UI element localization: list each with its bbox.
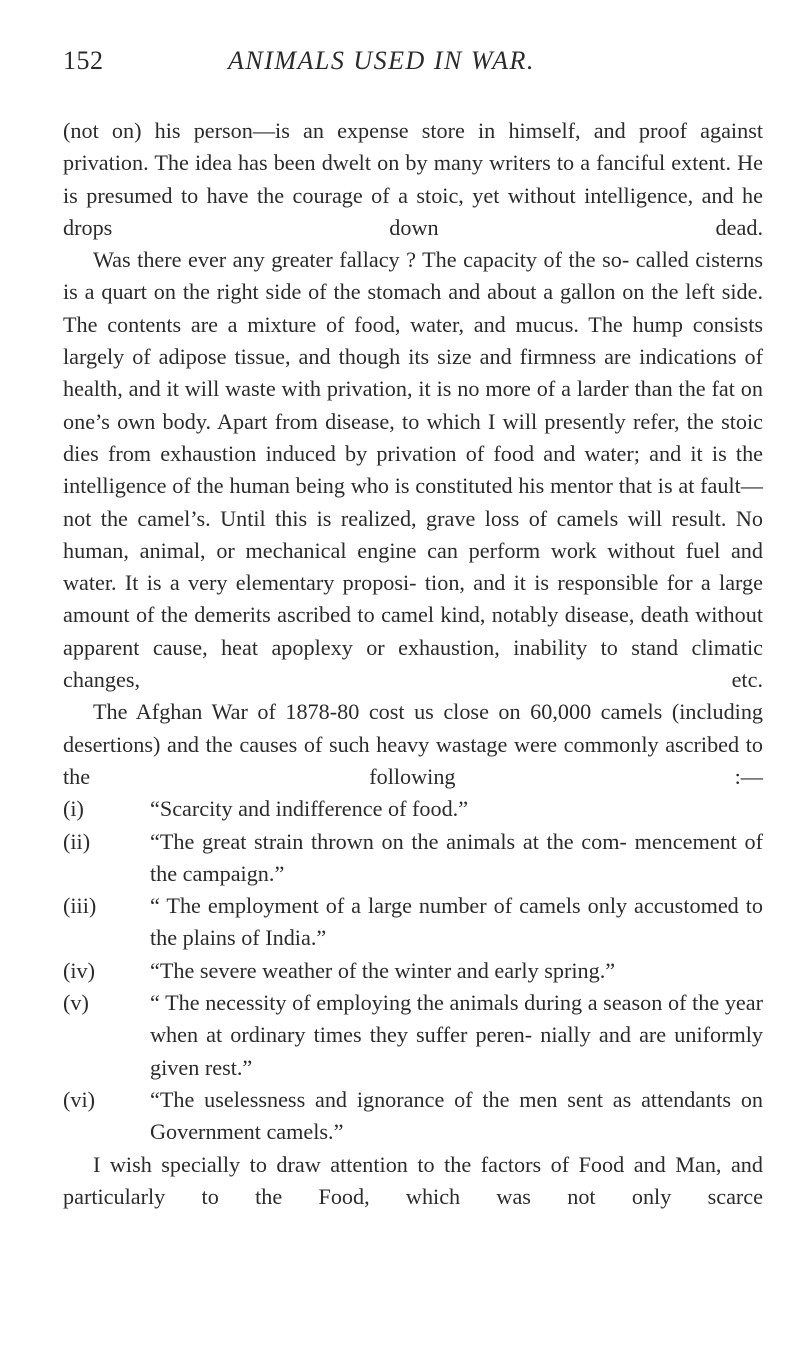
text-line: stoic, yet without intelligence, and he drops down dead. xyxy=(63,182,763,240)
list-item xyxy=(63,1084,763,1149)
list-item-text: attendants on Government camels.” xyxy=(150,1086,764,1145)
text-line: presently refer, the stoic dies from exhaustion induced by xyxy=(63,408,763,466)
text-line: (including desertions) and the causes of such heavy wastage xyxy=(63,699,764,757)
paragraph-1 xyxy=(63,115,763,244)
list-item-text: “ The employment of a large number of camels only xyxy=(150,893,628,919)
list-item-text: “The great strain thrown on the animals at the com- xyxy=(150,828,627,854)
text-line: called cisterns is a quart on the right side of the stomach and xyxy=(63,247,763,305)
text-line: and it will waste with privation, it is no more of a larder than xyxy=(128,376,673,402)
text-line: to a fanciful extent. He is presumed to have the courage of a xyxy=(63,150,763,208)
paragraph-3 xyxy=(63,696,763,793)
list-item-text: nially and are uniformly given rest.” xyxy=(150,1022,763,1080)
running-head xyxy=(63,46,743,86)
list-item-text: “ The necessity of employing the animals during a season xyxy=(150,990,663,1016)
text-line: tion, and it is responsible for a large amount of the demerits xyxy=(63,570,763,628)
text-line: Was there ever any greater fallacy ? The capacity of the so- xyxy=(93,247,630,273)
text-line: were commonly ascribed to the following :— xyxy=(63,731,763,789)
text-line: tissue, and though its size and firmness are indications of health, xyxy=(63,344,763,402)
paragraph-2 xyxy=(63,244,763,696)
text-line: ascribed to camel kind, notably disease, death without apparent xyxy=(63,602,763,660)
text-line: against privation. The idea has been dwelt on by many writers xyxy=(63,118,763,176)
text-line: (not on) his person—is an expense store in himself, and proof xyxy=(63,118,687,143)
paragraph-closing xyxy=(63,1149,763,1214)
list-item-number: (vi) xyxy=(63,1086,96,1112)
list-item-number: (i) xyxy=(63,796,84,822)
text-line: human being who is constituted his mentor that is at fault— xyxy=(229,473,763,499)
list-item-text: accustomed to the plains of India.” xyxy=(150,893,763,951)
list-item-number: (ii) xyxy=(63,828,91,854)
list-item xyxy=(63,987,763,1084)
text-line: about a gallon on the left side. The contents are a mixture of xyxy=(63,279,764,337)
list-item-text: “The uselessness and ignorance of the men sent as xyxy=(150,1086,632,1112)
list-item-text: “The severe weather of the winter and early spring.” xyxy=(150,957,616,983)
list-item-number: (iv) xyxy=(63,957,96,983)
text-line: changes, etc. xyxy=(63,667,763,693)
list-item-number: (v) xyxy=(63,990,89,1016)
list-item xyxy=(63,955,763,987)
list-item-number: (iii) xyxy=(63,893,97,919)
list-item xyxy=(63,793,763,825)
list-item xyxy=(63,826,763,891)
text-line: work without fuel and water. It is a very elementary proposi- xyxy=(63,537,763,596)
body-text xyxy=(63,115,763,1213)
text-line: cause, heat apoplexy or exhaustion, inability to stand climatic xyxy=(152,634,764,660)
text-line: I wish specially to draw attention to the factors of Food and xyxy=(93,1151,666,1177)
text-line: not the camel’s. Until this is realized, grave loss of camels will xyxy=(63,505,663,531)
text-line: Man, and particularly to the Food, which was not only scarce xyxy=(63,1151,763,1209)
text-line: food, water, and mucus. The hump consists largely of adipose xyxy=(63,311,763,370)
running-title: ANIMALS USED IN WAR. xyxy=(228,46,535,75)
causes-list xyxy=(63,793,763,1148)
list-item xyxy=(63,890,763,955)
text-line: The Afghan War of 1878-80 cost us close on 60,000 camels xyxy=(93,699,663,725)
text-line: the fat on one’s own body. Apart from disease, to which I will xyxy=(63,376,763,434)
text-line: privation of food and water; and it is the intelligence of the xyxy=(63,440,764,499)
list-item-text: mencement of the campaign.” xyxy=(150,828,763,886)
page-number: 152 xyxy=(63,46,104,75)
list-item-text: “Scarcity and indifference of food.” xyxy=(150,796,469,822)
text-line: result. No human, animal, or mechanical engine can perform xyxy=(63,505,763,563)
list-item-text: of the year when at ordinary times they suffer peren- xyxy=(150,990,764,1048)
